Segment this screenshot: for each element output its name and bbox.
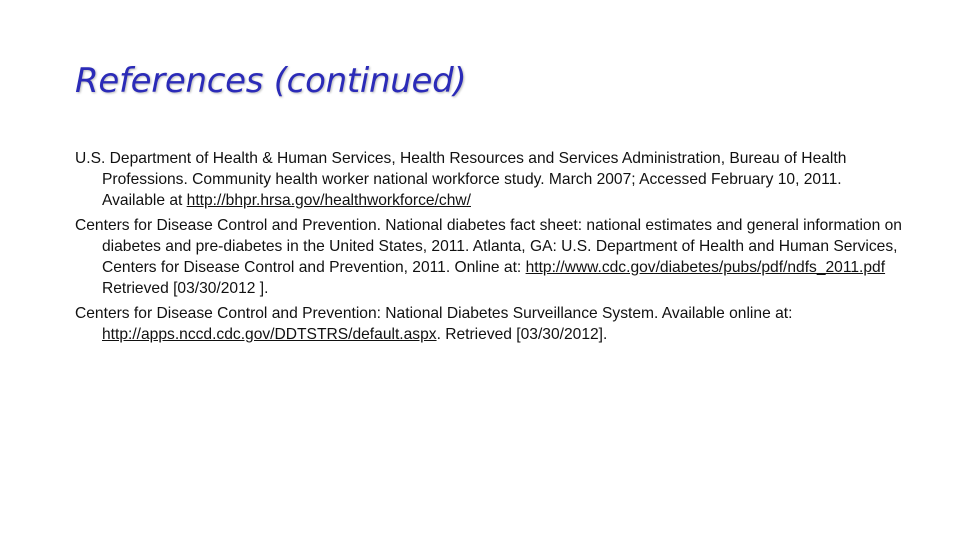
reference-link-cdc-fact-sheet[interactable]: http://www.cdc.gov/diabetes/pubs/pdf/ndfs_2011.pdf	[525, 259, 886, 276]
reference-list	[75, 148, 905, 349]
reference-text: U.S. Department of Health & Human Services, Health Resources and Services Administration, Bureau of Health Professions. Community health worker national workforce study. March 2007; Accessed February 10, 2011. Available at	[75, 150, 847, 209]
reference-text-end: . Retrieved [03/30/2012].	[436, 326, 608, 343]
reference-item-3	[75, 303, 905, 345]
reference-item-2	[75, 215, 905, 299]
reference-text: Centers for Disease Control and Prevention: National Diabetes Surveillance System. Available online at:	[75, 305, 793, 322]
reference-item-1	[75, 148, 905, 211]
reference-link-hrsa[interactable]: http://bhpr.hrsa.gov/healthworkforce/chw/	[186, 192, 471, 209]
reference-text: Centers for Disease Control and Prevention. National diabetes fact sheet: national estimates and general information on diabetes and pre-diabetes in the United States, 2011. Atlanta, GA: U.S. Department of Health and Human Services, Centers for Disease Control and Prevention, 2011. Online at:	[75, 217, 902, 276]
reference-text-end: Retrieved [03/30/2012 ].	[102, 280, 269, 297]
reference-link-cdc-surveillance[interactable]: http://apps.nccd.cdc.gov/DDTSTRS/default.aspx	[102, 326, 437, 343]
slide-title: References (continued)	[75, 61, 467, 101]
